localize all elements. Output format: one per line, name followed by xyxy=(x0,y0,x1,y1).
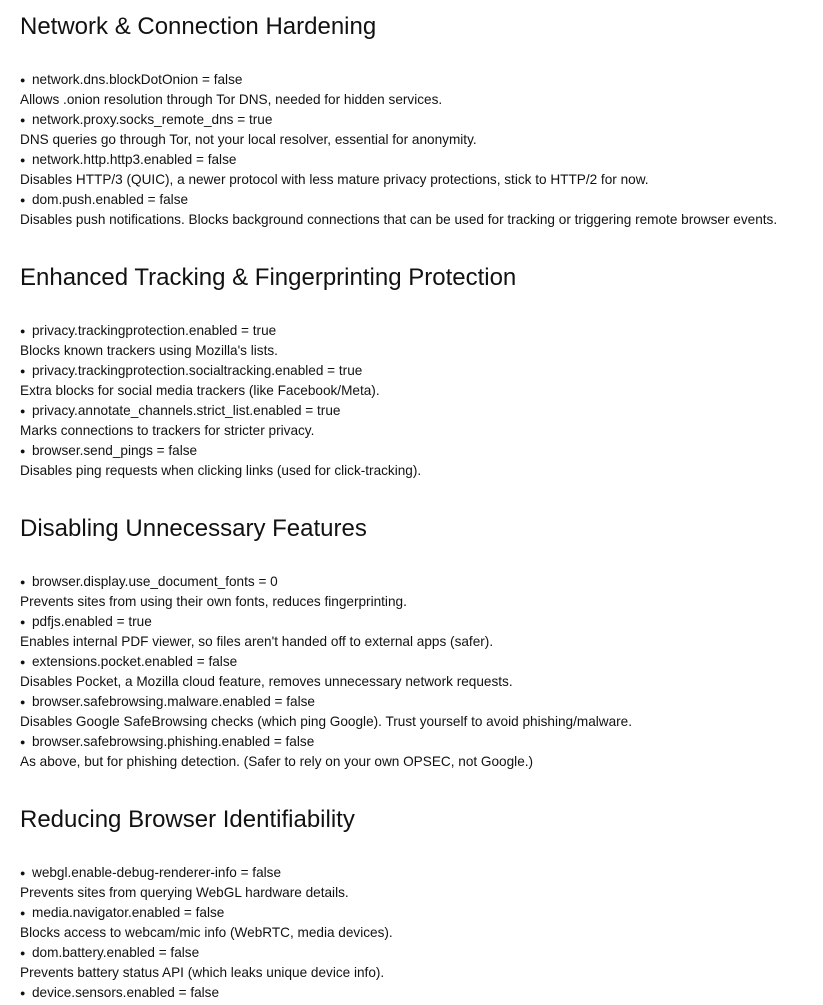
setting-description: Disables ping requests when clicking links (used for click-tracking). xyxy=(20,463,422,478)
setting-item xyxy=(20,401,820,421)
setting-list xyxy=(20,70,820,230)
bullet-icon: ● xyxy=(20,617,26,627)
bullet-icon: ● xyxy=(20,446,26,456)
setting-description: Disables Google SafeBrowsing checks (which ping Google). Trust yourself to avoid phishing/malware. xyxy=(20,714,633,729)
section-heading: Network & Connection Hardening xyxy=(20,13,377,40)
section-heading: Enhanced Tracking & Fingerprinting Protection xyxy=(20,264,517,291)
setting-item xyxy=(20,572,820,592)
setting-description: Disables push notifications. Blocks background connections that can be used for tracking or triggering remote browser events. xyxy=(20,212,778,227)
bullet-icon: ● xyxy=(20,115,26,125)
setting-item xyxy=(20,612,820,632)
setting-description: Extra blocks for social media trackers (like Facebook/Meta). xyxy=(20,383,380,398)
setting-description: As above, but for phishing detection. (Safer to rely on your own OPSEC, not Google.) xyxy=(20,754,534,769)
section-heading: Reducing Browser Identifiability xyxy=(20,806,355,833)
bullet-icon: ● xyxy=(20,577,26,587)
setting-item xyxy=(20,903,820,923)
section xyxy=(20,13,820,230)
bullet-icon: ● xyxy=(20,195,26,205)
setting-description: Prevents battery status API (which leaks unique device info). xyxy=(20,965,385,980)
setting-list xyxy=(20,572,820,772)
setting-item xyxy=(20,321,820,341)
setting-value: network.proxy.socks_remote_dns = true xyxy=(32,112,273,127)
setting-item xyxy=(20,983,820,1003)
bullet-icon: ● xyxy=(20,657,26,667)
setting-description: Disables HTTP/3 (QUIC), a newer protocol with less mature privacy protections, stick to HTTP/2 for now. xyxy=(20,172,649,187)
section xyxy=(20,264,820,481)
setting-list xyxy=(20,321,820,481)
setting-value: browser.safebrowsing.malware.enabled = false xyxy=(32,694,315,709)
section xyxy=(20,806,820,1003)
setting-item xyxy=(20,692,820,712)
setting-item xyxy=(20,863,820,883)
setting-description: Prevents sites from querying WebGL hardware details. xyxy=(20,885,349,900)
bullet-icon: ● xyxy=(20,155,26,165)
setting-description: Allows .onion resolution through Tor DNS, needed for hidden services. xyxy=(20,92,443,107)
setting-item xyxy=(20,110,820,130)
setting-value: media.navigator.enabled = false xyxy=(32,905,225,920)
setting-value: device.sensors.enabled = false xyxy=(32,985,220,1000)
setting-value: dom.battery.enabled = false xyxy=(32,945,200,960)
bullet-icon: ● xyxy=(20,697,26,707)
setting-value: network.http.http3.enabled = false xyxy=(32,152,237,167)
bullet-icon: ● xyxy=(20,988,26,998)
setting-description: Prevents sites from using their own fonts, reduces fingerprinting. xyxy=(20,594,407,609)
setting-value: privacy.trackingprotection.enabled = true xyxy=(32,323,277,338)
bullet-icon: ● xyxy=(20,366,26,376)
setting-item xyxy=(20,70,820,90)
setting-value: privacy.trackingprotection.socialtracking.enabled = true xyxy=(32,363,363,378)
setting-value: browser.display.use_document_fonts = 0 xyxy=(32,574,278,589)
setting-item xyxy=(20,652,820,672)
setting-description: Blocks known trackers using Mozilla's lists. xyxy=(20,343,278,358)
bullet-icon: ● xyxy=(20,406,26,416)
setting-item xyxy=(20,361,820,381)
bullet-icon: ● xyxy=(20,948,26,958)
section xyxy=(20,515,820,772)
setting-value: browser.send_pings = false xyxy=(32,443,198,458)
setting-value: privacy.annotate_channels.strict_list.enabled = true xyxy=(32,403,341,418)
setting-value: pdfjs.enabled = true xyxy=(32,614,152,629)
setting-value: webgl.enable-debug-renderer-info = false xyxy=(32,865,282,880)
setting-value: dom.push.enabled = false xyxy=(32,192,189,207)
setting-item xyxy=(20,150,820,170)
setting-item xyxy=(20,732,820,752)
setting-description: Marks connections to trackers for stricter privacy. xyxy=(20,423,315,438)
setting-description: Enables internal PDF viewer, so files aren't handed off to external apps (safer). xyxy=(20,634,494,649)
setting-value: extensions.pocket.enabled = false xyxy=(32,654,238,669)
bullet-icon: ● xyxy=(20,908,26,918)
bullet-icon: ● xyxy=(20,737,26,747)
bullet-icon: ● xyxy=(20,868,26,878)
setting-value: browser.safebrowsing.phishing.enabled = false xyxy=(32,734,315,749)
document xyxy=(20,0,820,1003)
setting-value: network.dns.blockDotOnion = false xyxy=(32,72,243,87)
setting-item xyxy=(20,190,820,210)
setting-item xyxy=(20,943,820,963)
section-heading: Disabling Unnecessary Features xyxy=(20,515,367,542)
bullet-icon: ● xyxy=(20,326,26,336)
setting-item xyxy=(20,441,820,461)
setting-description: DNS queries go through Tor, not your local resolver, essential for anonymity. xyxy=(20,132,477,147)
setting-description: Blocks access to webcam/mic info (WebRTC, media devices). xyxy=(20,925,393,940)
setting-list xyxy=(20,863,820,1003)
setting-description: Disables Pocket, a Mozilla cloud feature, removes unnecessary network requests. xyxy=(20,674,513,689)
bullet-icon: ● xyxy=(20,75,26,85)
